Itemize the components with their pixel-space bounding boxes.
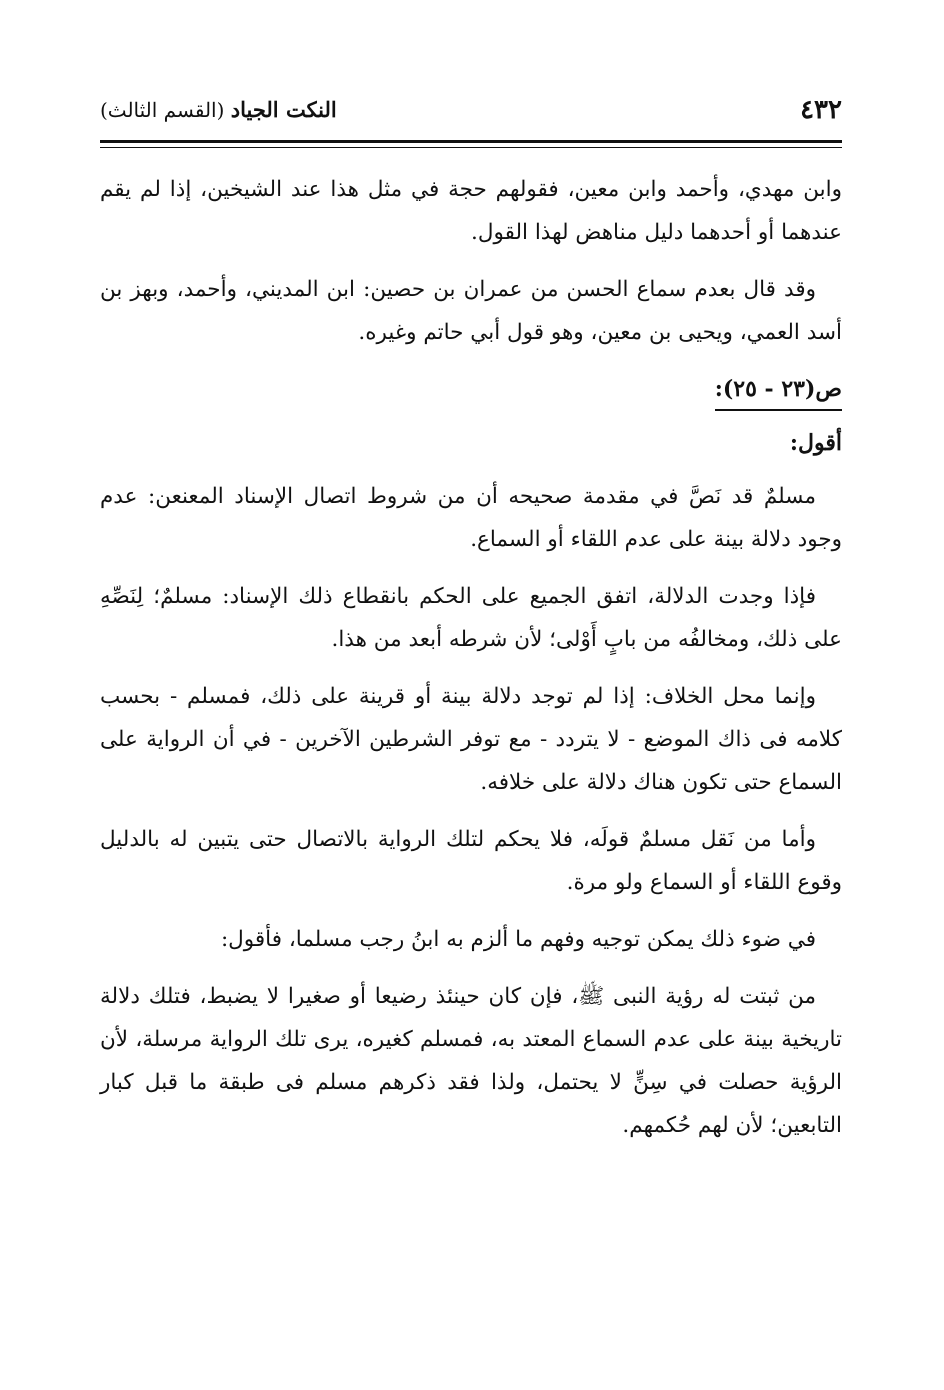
- page-number: ٤٣٢: [800, 95, 842, 125]
- page-reference: ص(٢٣ - ٢٥):: [715, 369, 842, 411]
- paragraph-evidence-found: فإذا وجدت الدلالة، اتفق الجميع على الحكم بانقطاع ذلك الإسناد: مسلمٌ؛ لِنَصِّهِ على ذلك، ومخالفُه من بابٍ أَوْلى؛ لأن شرطه أبعد من هذا.: [100, 584, 842, 652]
- page-body: [100, 168, 842, 1161]
- paragraph-opposing-view: وأما من نَقل مسلمٌ قولَه، فلا يحكم لتلك الرواية بالاتصال حتى يتبين له بالدليل وقوع اللقاء أو السماع ولو مرة.: [100, 827, 842, 895]
- paragraph-continuation: وابن مهدي، وأحمد وابن معين، فقولهم حجة في مثل هذا عند الشيخين، إذا لم يقم عندهما أو أحدهما دليل مناهض لهذا القول.: [100, 177, 842, 245]
- page-reference-block: [100, 368, 842, 423]
- paragraph-muslim-condition: مسلمٌ قد نَصَّ في مقدمة صحيحه أن من شروط اتصال الإسناد المعنعن: عدم وجود دلالة بينة على عدم اللقاء أو السماع.: [100, 484, 842, 552]
- paragraph-seeing-prophet: من ثبتت له رؤية النبى ﷺ، فإن كان حينئذ رضيعا أو صغيرا لا يضبط، فتلك دلالة تاريخية بينة على عدم السماع المعتد به، فمسلم كغيره، يرى تلك الرواية مرسلة، لأن الرؤية حصلت في سِنٍّ لا يحتمل، ولذا فقد ذكرهم مسلم فى طبقة ما قبل كبار التابعين؛ لأن لهم حُكمهم.: [100, 984, 842, 1138]
- running-title: [100, 92, 337, 128]
- paragraph-point-of-dispute: وإنما محل الخلاف: إذا لم توجد دلالة بينة أو قرينة على ذلك، فمسلم - بحسب كلامه فى ذاك الموضع - لا يتردد - مع توفر الشرطين الآخرين - في أن الرواية على السماع حتى تكون هناك دلالة على خلافه.: [100, 684, 842, 795]
- section-heading: أقول:: [789, 430, 842, 456]
- section-title: (القسم الثالث): [100, 98, 225, 122]
- page-header: [100, 92, 842, 128]
- paragraph-narrators: وقد قال بعدم سماع الحسن من عمران بن حصين: ابن المديني، وأحمد، وبهز بن أسد العمي، ويحيى بن معين، وهو قول أبي حاتم وغيره.: [100, 277, 842, 345]
- book-title: النكت الجياد: [230, 97, 337, 122]
- paragraph-ibn-rajab: في ضوء ذلك يمكن توجيه وفهم ما ألزم به ابنُ رجب مسلما، فأقول:: [220, 927, 816, 952]
- header-rule-thin: [100, 147, 842, 148]
- header-rule-thick: [100, 140, 842, 143]
